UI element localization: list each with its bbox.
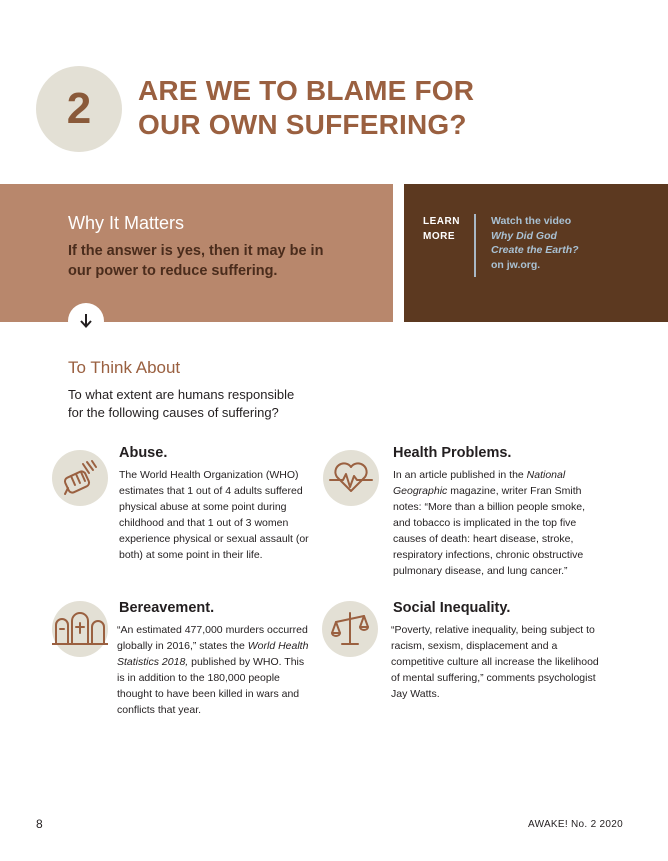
page-number: 8: [36, 817, 43, 831]
video-title-line2: Create the Earth?: [491, 244, 579, 256]
item-title-inequality: Social Inequality.: [393, 600, 511, 616]
learn-more-label: [423, 214, 460, 244]
learn-more-box: [404, 184, 668, 322]
why-it-matters-box: [0, 184, 393, 322]
learn-more-label-line1: LEARN: [423, 216, 460, 227]
arrow-down-icon: [68, 303, 104, 339]
item-title-bereavement: Bereavement.: [119, 600, 215, 616]
item-title-abuse: Abuse.: [119, 445, 168, 461]
publication-footer: AWAKE! No. 2 2020: [528, 819, 623, 830]
article-number-badge: [36, 66, 122, 152]
why-it-matters-heading: Why It Matters: [68, 213, 185, 233]
learn-more-label-line2: MORE: [423, 231, 455, 242]
item-text-bereavement-part1: “An estimated 477,000 murders occurred globally in 2016,” states the: [117, 624, 308, 652]
learn-more-line1: Watch the video: [491, 215, 572, 227]
fist-icon: [52, 450, 108, 506]
think-about-question: To what extent are humans responsible for the following causes of suffering?: [68, 387, 295, 420]
item-text-health-part1: In an article published in the: [393, 469, 527, 481]
item-text-health-part2: magazine, writer Fran Smith notes: “More than a billion people smoke, and tobacco is implicated in the top five causes of death: heart disease, stroke, respiratory infections, chronic obstructive pulmonary disease, and lung cancer.”: [393, 485, 586, 577]
learn-more-line4: on jw.org.: [491, 258, 541, 271]
item-text-bereavement-italic: World Health Statistics 2018,: [117, 640, 309, 668]
item-text-abuse: The World Health Organization (WHO) estimates that 1 out of 4 adults suffered physical abuse at some point during childhood and that 1 out of 3 women experience physical or sexual assault (or both) at some point in their life.: [119, 469, 309, 561]
item-text-bereavement-part2: published by WHO. This is in addition to the 180,000 people thought to have been killed in wars and conflicts that year.: [117, 656, 305, 716]
page-title-line1: ARE WE TO BLAME FOR: [138, 75, 475, 106]
scales-icon: [322, 601, 378, 657]
item-title-health: Health Problems.: [393, 445, 512, 461]
divider: [474, 214, 476, 277]
page-title: [138, 74, 474, 142]
think-about-heading: To Think About: [68, 358, 181, 377]
why-it-matters-text: If the answer is yes, then it may be in our power to reduce suffering.: [68, 243, 324, 279]
item-text-bereavement: [117, 622, 309, 718]
video-title-line1: Why Did God: [491, 229, 557, 242]
learn-more-link[interactable]: [491, 214, 579, 272]
heart-pulse-icon: [323, 450, 379, 506]
gravestones-icon: [52, 601, 108, 657]
page-title-line2: OUR OWN SUFFERING?: [138, 109, 467, 140]
item-text-inequality: “Poverty, relative inequality, being subject to racism, sexism, displacement and a competitive culture all increase the likelihood of mental suffering,” comments psychologist Jay Watts.: [391, 624, 599, 700]
item-text-health: [393, 467, 603, 579]
article-number: 2: [66, 84, 92, 133]
item-text-health-italic: National Geographic: [393, 469, 566, 497]
